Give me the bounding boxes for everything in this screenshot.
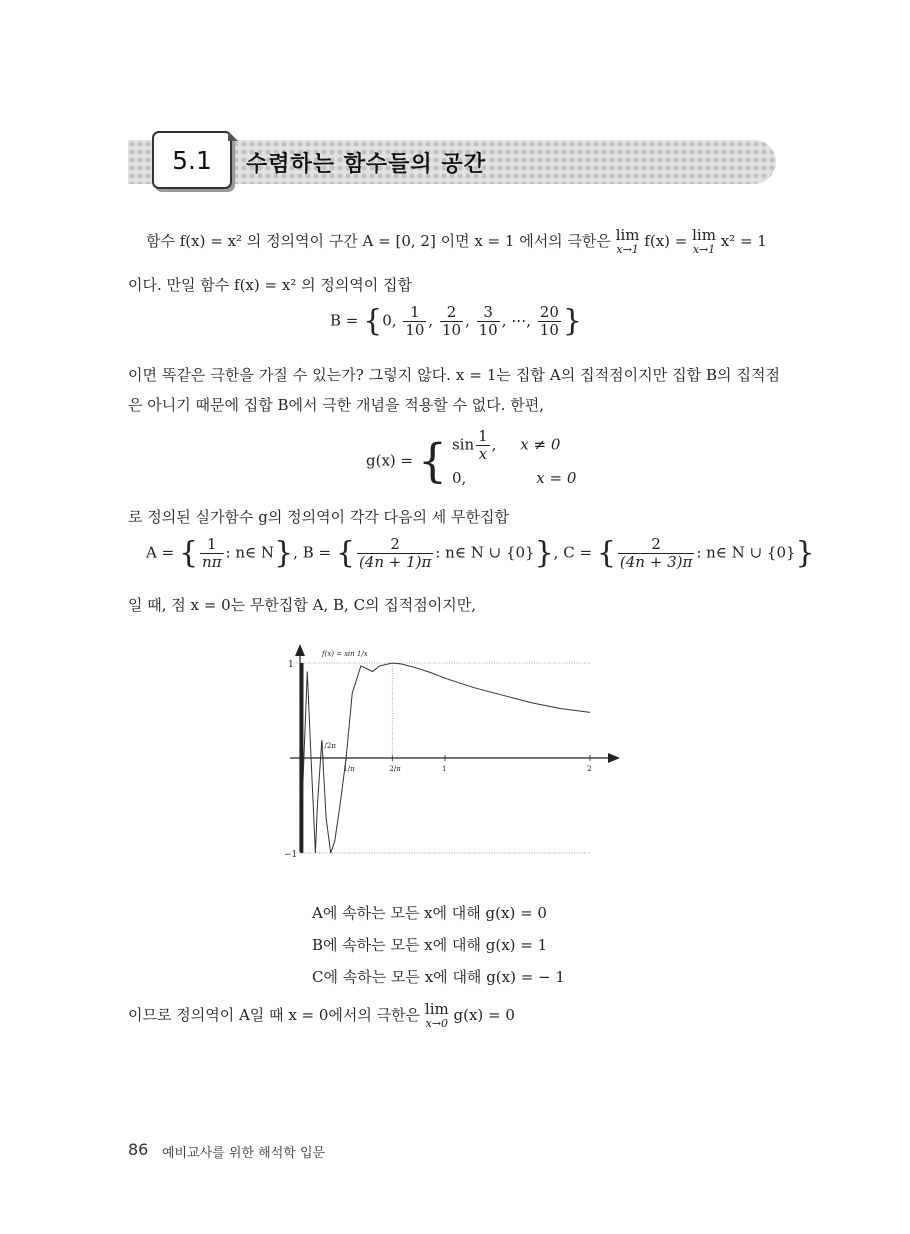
set-c-condition: : n∈ N ∪ {0}	[696, 543, 796, 562]
frac-den: x	[478, 445, 488, 463]
fraction-1-over-x	[476, 428, 490, 463]
frac-den: 10	[478, 321, 498, 339]
fraction-1-over-npi	[200, 536, 224, 571]
p1-text-f: f(x) = x² 의 정의역이 구간 A = [0, 2] 이면 x = 1 에서의 극한은	[179, 232, 616, 250]
lim-word: lim	[615, 226, 640, 244]
set-b2-prefix: , B =	[293, 543, 332, 562]
g-cases	[452, 428, 576, 493]
paragraph-4: 로 정의된 실가함수 g의 정의역이 각각 다음의 세 무한집합	[128, 508, 510, 526]
book-title: 예비교사를 위한 해석학 입문	[162, 1146, 326, 1161]
p6-text-a: 이므로 정의역이 A일 때 x = 0에서의 극한은	[128, 1006, 425, 1024]
section-title: 수렴하는 함수들의 공간	[246, 151, 486, 177]
frac-num: 3	[477, 304, 500, 322]
sin-inverse-x-plot	[270, 640, 630, 860]
lim-subscript: x→0	[425, 1017, 449, 1030]
limit-3	[425, 1000, 449, 1030]
frac-num: 1	[403, 304, 426, 322]
g-prefix: g(x) =	[366, 451, 414, 470]
set-b2-condition: : n∈ N ∪ {0}	[435, 543, 535, 562]
limit-2	[692, 226, 716, 256]
p1-text-mid: f(x) =	[639, 232, 693, 250]
frac-num: 1	[478, 427, 488, 445]
set-b-zero: 0,	[382, 311, 397, 330]
section-number-badge: 5.1	[152, 131, 232, 189]
set-c-prefix: , C =	[553, 543, 593, 562]
frac-num: 2	[357, 536, 433, 554]
brace-left: {	[335, 535, 355, 571]
frac-num: 2	[618, 536, 694, 554]
limit-1	[616, 226, 640, 256]
frac-den: (4n + 1)π	[358, 553, 432, 571]
x-tick-label-0: 1/2π	[320, 742, 336, 750]
p6-text-end: g(x) = 0	[448, 1006, 515, 1024]
zero-value: 0,	[451, 469, 467, 487]
set-b-equation: B = {0, $\frac{1}{10}$ , $\frac{2}{10}$ , $\frac{3}{10}$ , ⋯, $\frac{20}{10}$ }	[330, 303, 582, 339]
sin-word: sin	[451, 435, 475, 454]
g-definition	[366, 428, 576, 493]
brace-right: }	[274, 535, 294, 571]
fraction-1-10	[403, 304, 426, 339]
frac-den: (4n + 3)π	[619, 553, 693, 571]
frac-num: 2	[440, 304, 463, 322]
frac-den: 10	[405, 321, 425, 339]
fraction-3-10	[477, 304, 500, 339]
x-tick-label-1: 1/π	[343, 765, 355, 773]
fraction-2-over-4n1pi	[357, 536, 433, 571]
set-a-prefix: A =	[146, 543, 175, 562]
frac-num: 1	[200, 536, 224, 554]
x-tick-label-3: 1	[442, 765, 447, 773]
set-b-prefix: B =	[330, 311, 359, 330]
x-tick-label-2: 2/π	[389, 765, 401, 773]
y-axis-arrow-icon	[295, 644, 305, 656]
function-label: f(x) = sin 1/x	[322, 650, 368, 658]
paragraph-5: 일 때, 점 x = 0는 무한집합 A, B, C의 집적점이지만,	[128, 596, 477, 614]
fraction-2-10	[440, 304, 463, 339]
g-case-1: sin $\frac{1}{x}$ , x ≠ 0	[451, 427, 561, 463]
paragraph-2: 이다. 만일 함수 f(x) = x² 의 정의역이 집합	[128, 276, 413, 294]
x-tick-label-4: 2	[587, 765, 592, 773]
p1-text-end: x² = 1	[715, 232, 767, 250]
frac-den: 10	[441, 321, 462, 339]
paragraph-6	[128, 1000, 780, 1030]
lim-subscript: x→1	[616, 243, 639, 256]
result-line-b: B에 속하는 모든 x에 대해 g(x) = 1	[312, 936, 548, 954]
y-tick-label-1: 1	[288, 660, 294, 670]
brace-right: }	[534, 535, 554, 571]
dense-oscillation-band	[301, 663, 304, 853]
g-case-1-condition: x ≠ 0	[520, 435, 561, 454]
brace-left: {	[596, 535, 616, 571]
sets-abc-equation	[146, 536, 815, 571]
x-axis-arrow-icon	[608, 753, 620, 763]
g-case-2	[452, 463, 576, 493]
page-number: 86	[128, 1140, 149, 1159]
frac-den: nπ	[202, 553, 222, 571]
brace-left: {	[363, 303, 383, 339]
brace-right: }	[795, 535, 815, 571]
paragraph-1	[146, 226, 798, 256]
lim-subscript: x→1	[692, 243, 716, 256]
set-b-dots: , ⋯,	[501, 311, 532, 330]
brace-right: }	[562, 303, 582, 339]
lim-word: lim	[424, 1000, 449, 1018]
paragraph-3: 이면 똑같은 극한을 가질 수 있는가? 그렇지 않다. x = 1는 집합 A의 집적점이지만 집합 B의 집적점은 아니기 때문에 집합 B에서 극한 개념을 적용할 수 없다. 한편,	[128, 366, 780, 414]
y-tick-label-neg1: −1	[284, 850, 298, 860]
p1-text-a: 함수	[146, 232, 180, 250]
set-a-condition: : n∈ N	[225, 543, 275, 562]
result-line-a: A에 속하는 모든 x에 대해 g(x) = 0	[312, 904, 547, 922]
frac-num: 20	[539, 303, 559, 321]
fraction-2-over-4n3pi	[618, 536, 694, 571]
fraction-20-10	[538, 304, 561, 339]
lim-word: lim	[692, 226, 716, 244]
brace-left: {	[178, 535, 199, 571]
case-brace: {	[417, 433, 448, 488]
badge-corner-icon	[228, 131, 238, 141]
frac-den: 10	[539, 321, 559, 339]
g-case-2-condition: x = 0	[536, 469, 577, 487]
result-line-c: C에 속하는 모든 x에 대해 g(x) = − 1	[312, 968, 565, 986]
